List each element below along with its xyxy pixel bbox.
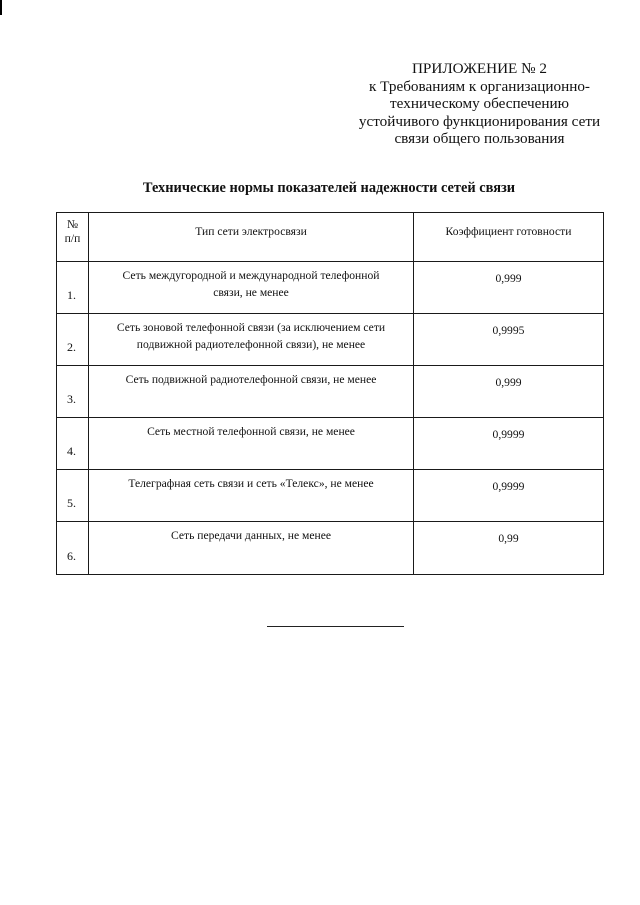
network-type-line: Сеть междугородной и международной телефонной: [122, 269, 380, 282]
network-type-cell: [89, 262, 414, 314]
network-type-line: связи, не менее: [213, 285, 289, 299]
end-of-document-rule: [267, 626, 404, 627]
appendix-number: ПРИЛОЖЕНИЕ № 2: [411, 60, 548, 77]
table-row: [57, 522, 604, 575]
network-type-line: подвижной радиотелефонной связи), не менее: [136, 337, 366, 351]
network-type-cell: [89, 470, 414, 522]
network-type-line: Телеграфная сеть связи и сеть «Телекс», не менее: [128, 477, 374, 490]
network-type-line: Сеть зоновой телефонной связи (за исключением сети: [116, 321, 386, 334]
appendix-reference-line-2: техническому обеспечению: [390, 95, 569, 113]
header-number: [57, 213, 89, 262]
table-row: [57, 314, 604, 366]
coefficient-value: 0,999: [414, 262, 604, 314]
scan-edge-mark: [0, 0, 2, 15]
coefficient-value: 0,9999: [414, 418, 604, 470]
coefficient-value: 0,9995: [414, 314, 604, 366]
table-row: [57, 366, 604, 418]
row-number: 4.: [57, 418, 89, 470]
table-row: [57, 418, 604, 470]
table-row: [57, 262, 604, 314]
network-type-line: Сеть местной телефонной связи, не менее: [147, 425, 355, 438]
appendix-reference-line-1: к Требованиям к организационно-: [369, 77, 590, 95]
appendix-heading: [352, 60, 607, 148]
header-number-abbrev: п/п: [64, 232, 81, 245]
row-number: 3.: [57, 366, 89, 418]
row-number: 2.: [57, 314, 89, 366]
header-availability-coefficient: Коэффициент готовности: [414, 213, 604, 262]
network-type-cell: [89, 366, 414, 418]
network-type-cell: [89, 522, 414, 575]
table-row: [57, 470, 604, 522]
header-network-type: Тип сети электросвязи: [89, 213, 414, 262]
reliability-norms-table: [56, 212, 604, 575]
network-type-cell: [89, 418, 414, 470]
network-type-cell: [89, 314, 414, 366]
coefficient-value: 0,99: [414, 522, 604, 575]
appendix-reference-line-4: связи общего пользования: [394, 130, 565, 148]
table-header-row: [57, 213, 604, 262]
row-number: 6.: [57, 522, 89, 575]
appendix-reference-line-3: устойчивого функционирования сети: [358, 112, 601, 130]
network-type-line: Сеть передачи данных, не менее: [171, 529, 331, 542]
document-title: Технические нормы показателей надежности сетей связи: [142, 180, 516, 196]
header-number-symbol: №: [66, 218, 79, 231]
coefficient-value: 0,999: [414, 366, 604, 418]
row-number: 5.: [57, 470, 89, 522]
row-number: 1.: [57, 262, 89, 314]
coefficient-value: 0,9999: [414, 470, 604, 522]
network-type-line: Сеть подвижной радиотелефонной связи, не менее: [125, 373, 377, 386]
